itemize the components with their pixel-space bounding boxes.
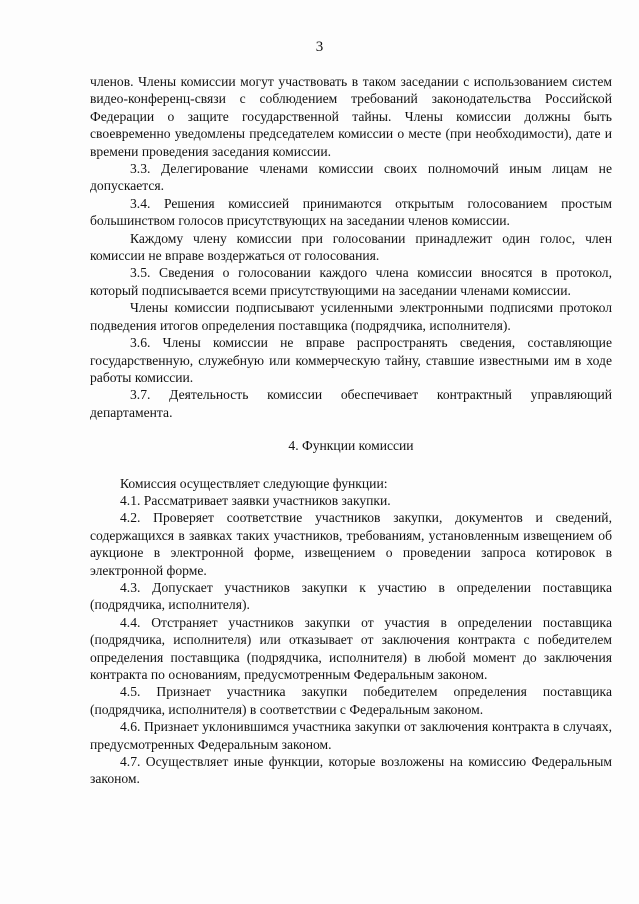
paragraph: 3.6. Члены комиссии не вправе распространять сведения, составляющие государственную, служебную или коммерческую тайну, ставшие известными им в ходе работы комиссии. — [90, 335, 612, 385]
paragraph: Члены комиссии подписывают усиленными электронными подписями протокол подведения итогов определения поставщика (подрядчика, исполнителя). — [90, 300, 612, 333]
paragraph: членов. Члены комиссии могут участвовать в таком заседании с использованием систем видео-конференц-связи с соблюдением требований законодательства Российской Федерации о защите государственной тайны. Члены комиссии должны быть своевременно уведомлены председателем комиссии о месте (при необходимости), дате и времени проведения заседания комиссии. — [90, 74, 612, 159]
paragraph: 3.3. Делегирование членами комиссии своих полномочий иным лицам не допускается. — [90, 161, 612, 194]
paragraph: 4.6. Признает уклонившимся участника закупки от заключения контракта в случаях, предусмотренных Федеральным законом. — [90, 719, 612, 752]
document-body — [90, 73, 612, 788]
section-heading: 4. Функции комиссии — [288, 438, 414, 454]
paragraph: 4.7. Осуществляет иные функции, которые возложены на комиссию Федеральным законом. — [90, 754, 612, 787]
paragraph: 4.4. Отстраняет участников закупки от участия в определении поставщика (подрядчика, исполнителя) или отказывает от заключения контракта с победителем определения поставщика (подрядчика, исполнителя) в любой момент до заключения контракта по основаниям, предусмотренным Федеральным законом. — [90, 614, 612, 682]
paragraph: 3.5. Сведения о голосовании каждого члена комиссии вносятся в протокол, который подписывается всеми присутствующими на заседании членами комиссии. — [90, 265, 612, 298]
paragraph: Каждому члену комиссии при голосовании принадлежит один голос, член комиссии не вправе воздержаться от голосования. — [90, 230, 612, 264]
paragraph: 3.7. Деятельность комиссии обеспечивает контрактный управляющий департамента. — [90, 387, 612, 420]
paragraph: Комиссия осуществляет следующие функции: — [120, 475, 388, 491]
page-number: 3 — [315, 39, 324, 55]
paragraph: 4.3. Допускает участников закупки к участию в определении поставщика (подрядчика, исполнителя). — [90, 579, 612, 613]
paragraph: 4.2. Проверяет соответствие участников закупки, документов и сведений, содержащихся в заявках таких участников, требованиям, установленным извещением об аукционе в электронной форме, извещением о проведении запроса котировок в электронной форме. — [90, 510, 612, 578]
paragraph: 4.1. Рассматривает заявки участников закупки. — [120, 492, 391, 508]
paragraph: 3.4. Решения комиссией принимаются открытым голосованием простым большинством голосов присутствующих на заседании членов комиссии. — [90, 195, 612, 229]
paragraph: 4.5. Признает участника закупки победителем определения поставщика (подрядчика, исполнителя) в соответствии с Федеральным законом. — [90, 684, 612, 717]
